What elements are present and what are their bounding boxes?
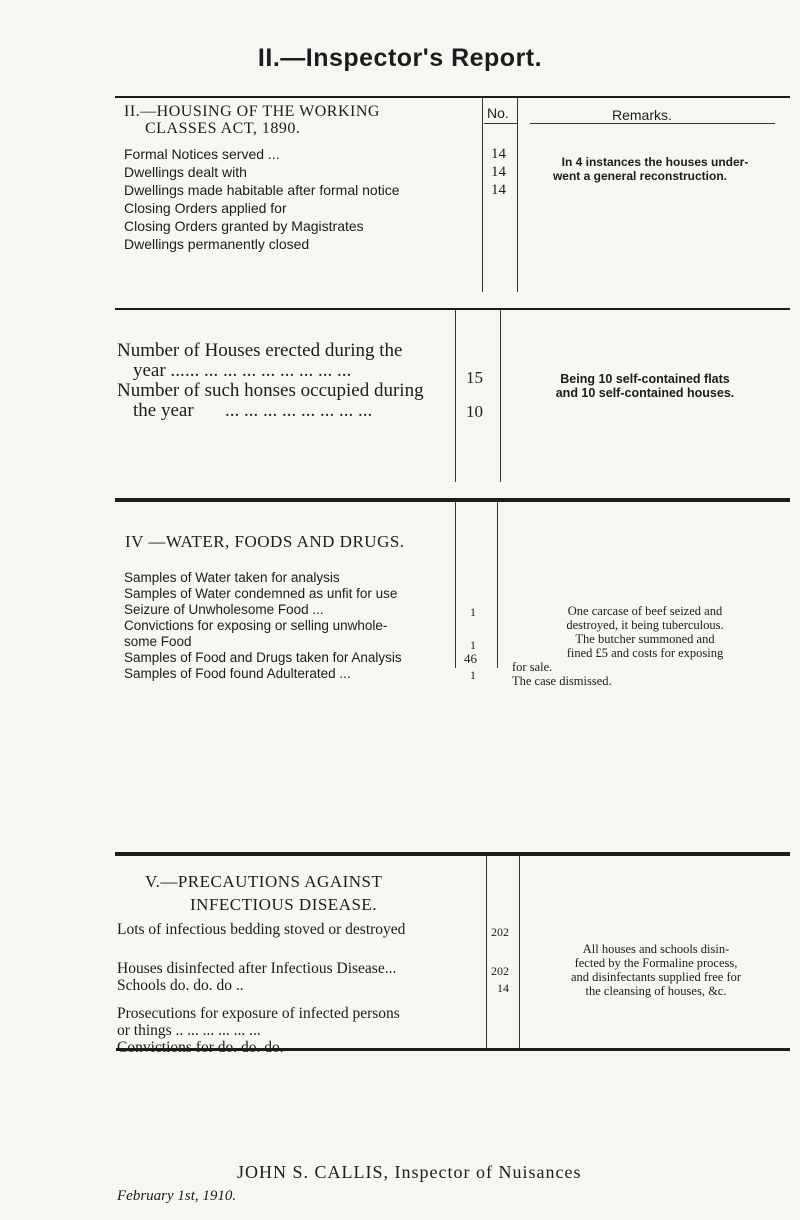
row-label: the year <box>133 400 194 421</box>
row-value: 1 <box>470 638 476 652</box>
column-header-remarks: Remarks. <box>612 107 672 123</box>
row-value: 202 <box>491 925 509 939</box>
row-value: 1 <box>470 605 476 619</box>
row-label: Dwellings made habitable after formal notice <box>124 182 400 198</box>
remarks-text: and disinfectants supplied free for <box>570 970 742 984</box>
remarks-text: One carcase of beef seized and <box>567 604 723 618</box>
row-label: Number of such honses occupied during <box>117 380 424 401</box>
row-value: 1 <box>470 668 476 682</box>
column-divider <box>500 310 501 482</box>
header-rule <box>530 123 775 124</box>
row-value: 46 <box>464 651 477 666</box>
column-divider <box>455 310 456 482</box>
section-divider <box>115 96 790 98</box>
column-divider <box>455 502 456 668</box>
row-label: Closing Orders granted by Magistrates <box>124 218 364 234</box>
row-label: Convictions for do. do. do. <box>117 1039 284 1056</box>
section-heading: IV —WATER, FOODS AND DRUGS. <box>125 532 405 551</box>
column-divider <box>482 96 483 292</box>
column-divider <box>497 502 498 668</box>
row-value: 14 <box>491 182 506 198</box>
column-divider <box>517 96 518 292</box>
row-label: some Food <box>124 634 192 649</box>
page-title: II.—Inspector's Report. <box>257 44 543 72</box>
remarks-text: In 4 instances the houses under- <box>561 155 749 169</box>
section-heading: CLASSES ACT, 1890. <box>145 120 301 137</box>
column-header-no: No. <box>487 105 509 121</box>
row-label: Houses disinfected after Infectious Disease... <box>117 960 397 977</box>
row-label: Dwellings dealt with <box>124 164 247 180</box>
column-divider <box>486 856 487 1050</box>
row-label: Seizure of Unwholesome Food ... <box>124 602 324 617</box>
remarks-text: and 10 self-contained houses. <box>555 386 735 400</box>
section-heading: II.—HOUSING OF THE WORKING <box>124 103 380 120</box>
row-label: Samples of Water condemned as unfit for use <box>124 586 398 601</box>
dot-leader: ... ... ... ... ... ... ... ... <box>225 400 373 421</box>
remarks-text: for sale. <box>512 660 553 674</box>
signature: JOHN S. CALLIS, Inspector of Nuisances <box>237 1162 582 1182</box>
row-value: 14 <box>491 146 506 162</box>
row-label: Samples of Food found Adulterated ... <box>124 666 351 681</box>
row-label: Samples of Water taken for analysis <box>124 570 340 585</box>
section-heading: V.—PRECAUTIONS AGAINST <box>145 872 383 891</box>
remarks-text: All houses and schools disin- <box>582 942 730 956</box>
dot-leader: ... ... ... ... ... ... ... ... ... <box>185 360 352 381</box>
row-label: Number of Houses erected during the <box>117 340 403 361</box>
row-label: Samples of Food and Drugs taken for Analysis <box>124 650 402 665</box>
header-rule <box>484 123 517 124</box>
remarks-text: fined £5 and costs for exposing <box>566 646 724 660</box>
row-label: Formal Notices served ... <box>124 146 280 162</box>
section-heading: INFECTIOUS DISEASE. <box>190 895 378 914</box>
report-date: February 1st, 1910. <box>117 1188 237 1204</box>
row-label: Closing Orders applied for <box>124 200 287 216</box>
section-divider <box>115 852 790 856</box>
remarks-text: the cleansing of houses, &c. <box>585 984 727 998</box>
row-value: 15 <box>466 368 483 387</box>
row-value: 14 <box>491 164 506 180</box>
row-label: year ... <box>133 360 185 381</box>
row-value: 10 <box>466 402 483 421</box>
row-label: Lots of infectious bedding stoved or destroyed <box>117 921 406 938</box>
section-divider <box>115 308 790 310</box>
remarks-text: destroyed, it being tuberculous. <box>566 618 724 632</box>
remarks-text: Being 10 self-contained flats <box>560 372 730 386</box>
row-value: 14 <box>497 981 509 995</box>
row-label: Convictions for exposing or selling unwhole- <box>124 618 388 633</box>
remarks-text: The case dismissed. <box>512 674 612 688</box>
column-divider <box>519 856 520 1050</box>
remarks-text: The butcher summoned and <box>575 632 715 646</box>
row-label: or things .. ... ... ... ... ... <box>117 1022 261 1039</box>
row-label: Dwellings permanently closed <box>124 236 310 252</box>
remarks-text: went a general reconstruction. <box>552 169 728 183</box>
row-label: Prosecutions for exposure of infected persons <box>117 1005 400 1022</box>
row-label: Schools do. do. do .. <box>117 977 244 994</box>
remarks-text: fected by the Formaline process, <box>574 956 738 970</box>
row-value: 202 <box>491 964 509 978</box>
section-divider <box>115 498 790 502</box>
